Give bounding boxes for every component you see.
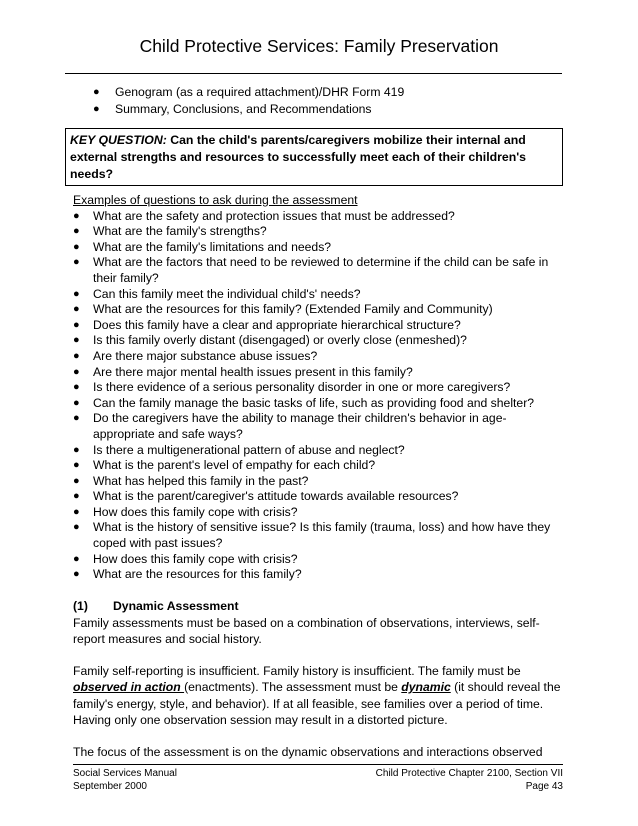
paragraph-text: (it should reveal the family's energy, style, and behavior). If at all feasible, see families over a period of time. Having only one observation session may result in a distorted picture. — [73, 680, 561, 727]
bullet-icon: ● — [73, 240, 80, 253]
bullet-icon: ● — [73, 521, 80, 534]
question-text: Is there evidence of a serious personality disorder in one or more caregivers? — [93, 380, 511, 395]
bullet-icon: ● — [73, 443, 80, 456]
emphasis-text: dynamic — [401, 680, 451, 694]
examples-section — [73, 193, 568, 583]
list-item — [73, 396, 568, 412]
bullet-icon: ● — [73, 381, 80, 394]
dynamic-assessment-section — [73, 598, 563, 775]
footer-manual: Social Services Manual — [73, 768, 177, 779]
question-text: Do the caregivers have the ability to manage their children's behavior in age-appropriate and safe ways? — [93, 411, 507, 441]
list-item — [73, 505, 568, 521]
bullet-icon: ● — [73, 349, 80, 362]
question-text: Does this family have a clear and appropriate hierarchical structure? — [93, 317, 461, 332]
bullet-icon: ● — [73, 209, 80, 222]
question-text: What are the safety and protection issues that must be addressed? — [93, 208, 455, 223]
question-text: What are the family's limitations and needs? — [93, 239, 332, 254]
paragraph-text: (enactments). The assessment must be — [184, 680, 402, 694]
bullet-icon: ● — [73, 365, 80, 378]
bullet-icon: ● — [73, 225, 80, 238]
question-text: What are the resources for this family? — [93, 567, 302, 582]
question-text: Are there major mental health issues present in this family? — [93, 364, 413, 379]
page-footer — [73, 768, 563, 793]
bullet-icon: ● — [73, 505, 80, 518]
list-item — [73, 520, 568, 551]
list-item — [73, 458, 568, 474]
bullet-icon: ● — [73, 568, 80, 581]
footer-page-number: Page 43 — [525, 780, 563, 792]
list-item — [73, 411, 568, 442]
question-text: What is the parent's level of empathy for each child? — [93, 458, 376, 473]
list-item — [73, 380, 568, 396]
paragraph — [73, 663, 563, 729]
question-text: How does this family cope with crisis? — [93, 551, 298, 566]
list-item — [73, 209, 568, 225]
paragraph: The focus of the assessment is on the dynamic observations and interactions observed — [73, 744, 543, 759]
attachment-text: Summary, Conclusions, and Recommendations — [115, 102, 372, 116]
list-item — [73, 567, 568, 583]
question-text: What are the family's strengths? — [93, 224, 267, 239]
list-item — [93, 101, 563, 118]
list-item — [73, 287, 568, 303]
list-item — [73, 489, 568, 505]
question-text: Is there a multigenerational pattern of abuse and neglect? — [93, 442, 405, 457]
list-item — [73, 302, 568, 318]
list-item — [73, 240, 568, 256]
list-item — [73, 349, 568, 365]
list-item — [73, 255, 568, 286]
list-item — [73, 552, 568, 568]
question-text: How does this family cope with crisis? — [93, 504, 298, 519]
bullet-icon: ● — [73, 474, 80, 487]
examples-heading: Examples of questions to ask during the assessment — [73, 193, 358, 207]
question-text: What has helped this family in the past? — [93, 473, 309, 488]
paragraph-text: Family self-reporting is insufficient. Family history is insufficient. The family must be — [73, 663, 521, 678]
page-title: Child Protective Services: Family Preservation — [139, 36, 499, 56]
bullet-icon: ● — [73, 552, 80, 565]
question-text: What is the history of sensitive issue? Is this family (trauma, loss) and how have they coped with past issues? — [93, 520, 551, 551]
question-text: Can this family meet the individual child's' needs? — [93, 286, 361, 301]
bullet-icon: ● — [73, 256, 80, 269]
key-question-box — [65, 128, 563, 186]
bullet-icon: ● — [73, 303, 80, 316]
bullet-icon: ● — [93, 86, 100, 98]
list-item — [93, 84, 563, 101]
question-text: Is this family overly distant (disengaged) or overly close (enmeshed)? — [93, 333, 467, 348]
bullet-icon: ● — [73, 459, 80, 472]
attachment-text: Genogram (as a required attachment)/DHR Form 419 — [115, 85, 405, 99]
attachment-list — [93, 84, 563, 118]
bullet-icon: ● — [73, 318, 80, 331]
list-item — [73, 443, 568, 459]
list-item — [73, 224, 568, 240]
list-item — [73, 474, 568, 490]
bullet-icon: ● — [73, 396, 80, 409]
section-heading — [73, 598, 563, 615]
bullet-icon: ● — [73, 334, 80, 347]
question-text: What are the factors that need to be reviewed to determine if the child can be safe in their family? — [93, 255, 549, 285]
question-text: What is the parent/caregiver's attitude towards available resources? — [93, 489, 459, 504]
section-title: Dynamic Assessment — [113, 599, 239, 613]
question-text: What are the resources for this family? (Extended Family and Community) — [93, 302, 493, 317]
bullet-icon: ● — [93, 103, 100, 115]
key-question-label: KEY QUESTION: — [70, 133, 167, 147]
bullet-icon: ● — [73, 412, 80, 425]
footer-divider — [73, 764, 563, 765]
list-item — [73, 318, 568, 334]
list-item — [73, 365, 568, 381]
bullet-icon: ● — [73, 490, 80, 503]
section-number: (1) — [73, 599, 88, 613]
title-divider — [65, 73, 562, 74]
emphasis-text: observed in action — [73, 680, 185, 694]
footer-chapter: Child Protective Chapter 2100, Section VII — [375, 768, 563, 779]
footer-date: September 2000 — [73, 780, 147, 792]
paragraph: Family assessments must be based on a combination of observations, interviews, self-report measures and social history. — [73, 615, 540, 646]
list-item — [73, 333, 568, 349]
question-text: Are there major substance abuse issues? — [93, 348, 318, 363]
question-text: Can the family manage the basic tasks of life, such as providing food and shelter? — [93, 395, 535, 410]
bullet-icon: ● — [73, 287, 80, 300]
key-question-text: Can the child's parents/caregivers mobilize their internal and external strengths and resources to successfully meet each of their children's needs? — [70, 133, 527, 181]
